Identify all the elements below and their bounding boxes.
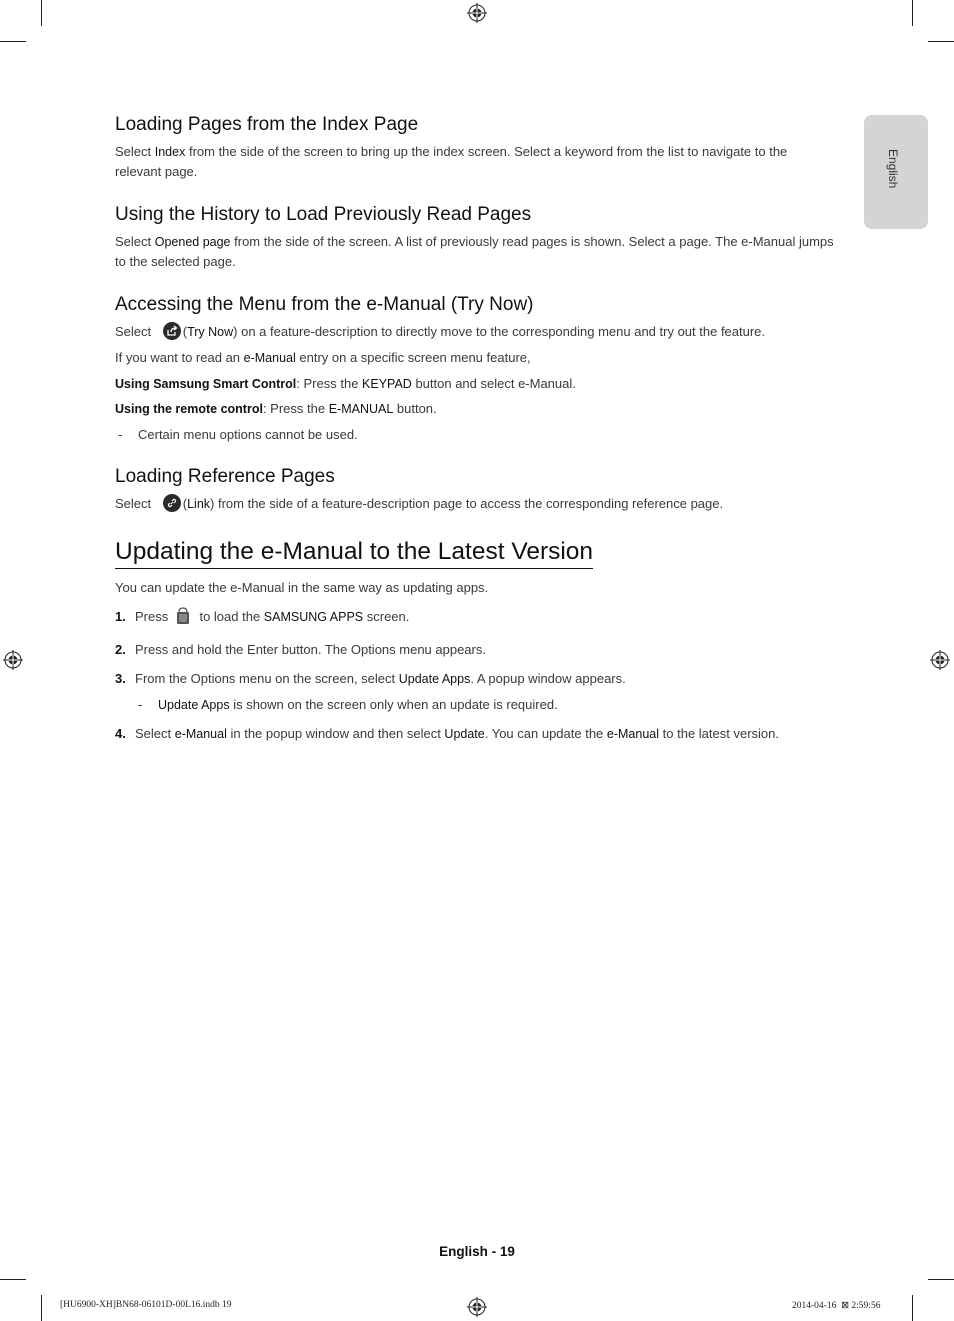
step-number: 1. — [115, 609, 126, 624]
text: Press — [135, 609, 172, 624]
text: Press and hold the Enter button. The Options menu appears. — [135, 642, 486, 657]
keyword-samsung-apps: SAMSUNG APPS — [263, 610, 364, 624]
text: screen. — [363, 609, 410, 624]
menu-line-2 — [115, 348, 835, 368]
link-icon — [163, 494, 181, 512]
text: button and select e-Manual. — [411, 376, 576, 391]
text: : Press the — [262, 401, 329, 416]
index-paragraph — [115, 142, 835, 181]
crop-mark — [0, 1279, 26, 1280]
registration-mark-icon — [467, 1297, 487, 1317]
crop-mark — [928, 41, 954, 42]
text: ) on a feature-description to directly move to the corresponding menu and try out the feature. — [233, 324, 766, 339]
step-number: 4. — [115, 726, 126, 741]
language-side-tab — [864, 115, 928, 229]
text: to load the — [195, 609, 264, 624]
print-date — [792, 1300, 880, 1311]
language-tab-label: English — [886, 149, 900, 189]
text: from the side of the screen. A list of previously read pages is shown. Select a page. The e-Manual jumps to the selected page. — [115, 234, 834, 269]
keyword-e-manual: e-Manual — [174, 727, 227, 741]
section-title-history: Using the History to Load Previously Read Pages — [115, 204, 532, 225]
text: from the side of the screen to bring up the index screen. Select a keyword from the list to navigate to the relevant page. — [115, 144, 788, 179]
step-number: 3. — [115, 671, 126, 686]
update-intro: You can update the e-Manual in the same way as updating apps. — [115, 580, 489, 595]
text: . A popup window appears. — [470, 671, 626, 686]
bold-label: Using the remote control — [115, 402, 263, 416]
keyword-e-manual-button: E-MANUAL — [328, 402, 394, 416]
text: to the latest version. — [659, 726, 779, 741]
keyword-update-apps: Update Apps — [158, 698, 230, 712]
update-step-2 — [115, 640, 835, 659]
section-title-menu: Accessing the Menu from the e-Manual (Try Now) — [115, 294, 534, 315]
crop-mark — [928, 1279, 954, 1280]
text: ( — [182, 496, 188, 511]
text: . You can update the — [484, 726, 607, 741]
text: Select — [115, 234, 155, 249]
text: Certain menu options cannot be used. — [138, 427, 358, 442]
keyword-e-manual: e-Manual — [606, 727, 660, 741]
keyword-index: Index — [154, 145, 186, 159]
keyword-link: Link — [187, 497, 211, 511]
update-title: Updating the e-Manual to the Latest Version — [115, 536, 593, 569]
menu-line-4 — [115, 399, 835, 419]
text: Select — [115, 144, 155, 159]
section-title-index: Loading Pages from the Index Page — [115, 114, 419, 135]
text: : Press the — [296, 376, 363, 391]
text: in the popup window and then select — [226, 726, 445, 741]
crop-mark — [41, 1295, 42, 1321]
file-slug: [HU6900-XH]BN68-06101D-00L16.indb 19 — [60, 1300, 232, 1310]
text: If you want to read an — [115, 350, 244, 365]
keyword-e-manual: e-Manual — [243, 351, 296, 365]
keyword-try-now: Try Now — [187, 325, 234, 339]
update-step-1 — [115, 607, 835, 630]
text: Select — [115, 496, 155, 511]
update-step-3 — [115, 669, 835, 689]
time-text: 2:59:56 — [851, 1301, 881, 1311]
text: is shown on the screen only when an update is required. — [229, 697, 558, 712]
registration-mark-icon — [930, 650, 950, 670]
update-step-4 — [115, 724, 835, 744]
note-dash: - — [118, 427, 123, 442]
date-text: 2014-04-16 — [792, 1301, 837, 1311]
menu-note — [115, 425, 835, 444]
text: Select — [115, 324, 155, 339]
keyword-keypad: KEYPAD — [362, 377, 412, 391]
crop-mark — [912, 0, 913, 26]
update-step-3-note — [115, 695, 835, 715]
section-title-reference: Loading Reference Pages — [115, 466, 335, 487]
crop-mark — [912, 1295, 913, 1321]
page-content — [115, 112, 835, 744]
registration-mark-icon — [3, 650, 23, 670]
text: From the Options menu on the screen, select — [135, 671, 399, 686]
smart-hub-icon — [176, 607, 190, 630]
reference-paragraph — [115, 494, 835, 514]
text: ( — [182, 324, 188, 339]
time-glyph: ⊠ — [841, 1301, 850, 1311]
menu-line-3 — [115, 374, 835, 394]
try-now-icon — [163, 322, 181, 340]
text: ) from the side of a feature-description page to access the corresponding reference page. — [210, 496, 724, 511]
keyword-update: Update — [444, 727, 485, 741]
keyword-update-apps: Update Apps — [398, 672, 471, 686]
step-number: 2. — [115, 642, 126, 657]
note-dash: - — [138, 697, 143, 712]
text: entry on a specific screen menu feature, — [295, 350, 531, 365]
update-heading-wrap — [115, 536, 835, 569]
bold-label: Using Samsung Smart Control — [115, 377, 297, 391]
menu-line-1 — [115, 322, 835, 342]
page-number: English - 19 — [439, 1244, 515, 1259]
history-paragraph — [115, 232, 835, 271]
crop-mark — [41, 0, 42, 26]
crop-mark — [0, 41, 26, 42]
text: button. — [393, 401, 437, 416]
keyword-opened-page: Opened page — [154, 235, 231, 249]
registration-mark-icon — [467, 3, 487, 23]
text: Select — [135, 726, 175, 741]
